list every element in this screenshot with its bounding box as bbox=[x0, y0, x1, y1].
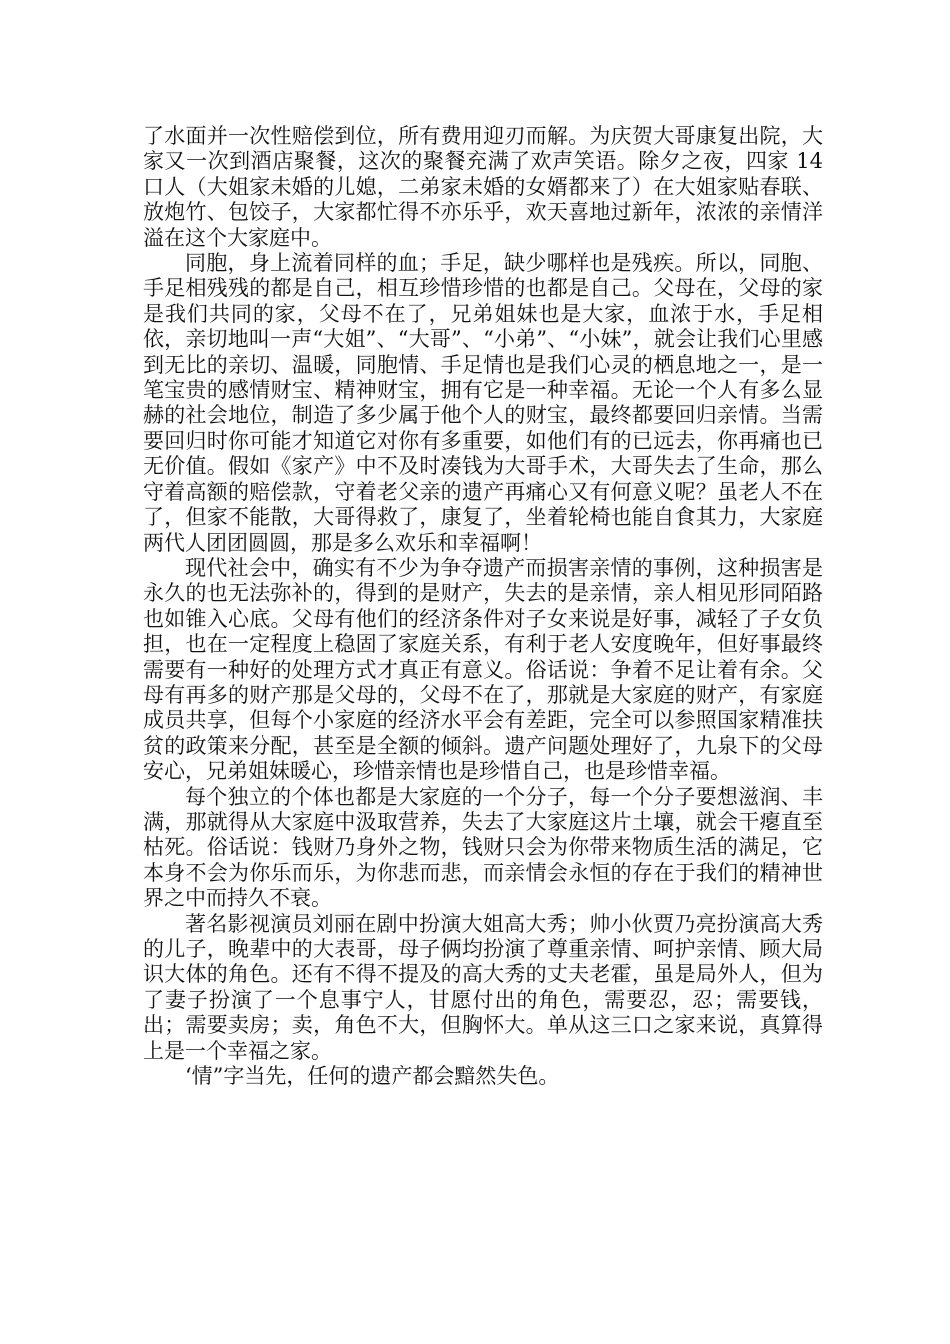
paragraph-5: 著名影视演员刘丽在剧中扮演大姐高大秀；帅小伙贾乃亮扮演高大秀的儿子，晚辈中的大表哥，母子俩均扮演了尊重亲情、呵护亲情、顾大局识大体的角色。还有不得不提及的高大秀的丈夫老霍，虽是局外人，但为了妻子扮演了一个息事宁人，甘愿付出的角色，需要忍，忍；需要钱，出；需要卖房；卖，角色不大，但胸怀大。单从这三口之家来说，真算得上是一个幸福之家。 bbox=[143, 911, 823, 1063]
paragraph-1: 了水面并一次性赔偿到位，所有费用迎刃而解。为庆贺大哥康复出院，大家又一次到酒店聚餐，这次的聚餐充满了欢声笑语。除夕之夜，四家 14 口人（大姐家未婚的儿媳，二弟家未婚的女婿都来了）在大姐家贴春联、放炮竹、包饺子，大家都忙得不亦乐乎，欢天喜地过新年，浓浓的亲情洋溢在这个大家庭中。 bbox=[143, 124, 823, 250]
paragraph-2: 同胞，身上流着同样的血；手足，缺少哪样也是残疾。所以，同胞、手足相残残的都是自己，相互珍惜珍惜的也都是自己。父母在，父母的家是我们共同的家，父母不在了，兄弟姐妹也是大家，血浓于水，手足相依，亲切地叫一声“大姐”、“大哥”、“小弟”、“小妹”，就会让我们心里感到无比的亲切、温暖，同胞情、手足情也是我们心灵的栖息地之一，是一笔宝贵的感情财宝、精神财宝，拥有它是一种幸福。无论一个人有多么显赫的社会地位，制造了多少属于他个人的财宝，最终都要回归亲情。当需要回归时你可能才知道它对你有多重要，如他们有的已远去，你再痛也已无价值。假如《家产》中不及时凑钱为大哥手术，大哥失去了生命，那么守着高额的赔偿款，守着老父亲的遗产再痛心又有何意义呢？虽老人不在了，但家不能散，大哥得救了，康复了，坐着轮椅也能自食其力，大家庭两代人团团圆圆，那是多么欢乐和幸福啊！ bbox=[143, 251, 823, 555]
document-body bbox=[143, 124, 823, 1089]
paragraph-3: 现代社会中，确实有不少为争夺遗产而损害亲情的事例，这种损害是永久的也无法弥补的，得到的是财产，失去的是亲情，亲人相见形同陌路也如锥入心底。父母有他们的经济条件对子女来说是好事，减轻了子女负担，也在一定程度上稳固了家庭关系，有利于老人安度晚年，但好事最终需要有一种好的处理方式才真正有意义。俗话说：争着不足让着有余。父母有再多的财产那是父母的，父母不在了，那就是大家庭的财产，有家庭成员共享，但每个小家庭的经济水平会有差距，完全可以参照国家精准扶贫的政策来分配，甚至是全额的倾斜。遗产问题处理好了，九泉下的父母安心，兄弟姐妹暖心，珍惜亲情也是珍惜自己，也是珍惜幸福。 bbox=[143, 555, 823, 784]
paragraph-6: ‘情”字当先，任何的遗产都会黯然失色。 bbox=[185, 1064, 560, 1089]
paragraph-4: 每个独立的个体也都是大家庭的一个分子，每一个分子要想滋润、丰满，那就得从大家庭中汲取营养，失去了大家庭这片土壤，就会干瘪直至枯死。俗话说：钱财乃身外之物，钱财只会为你带来物质生活的满足，它本身不会为你乐而乐，为你悲而悲，而亲情会永恒的存在于我们的精神世界之中而持久不衰。 bbox=[143, 784, 823, 911]
